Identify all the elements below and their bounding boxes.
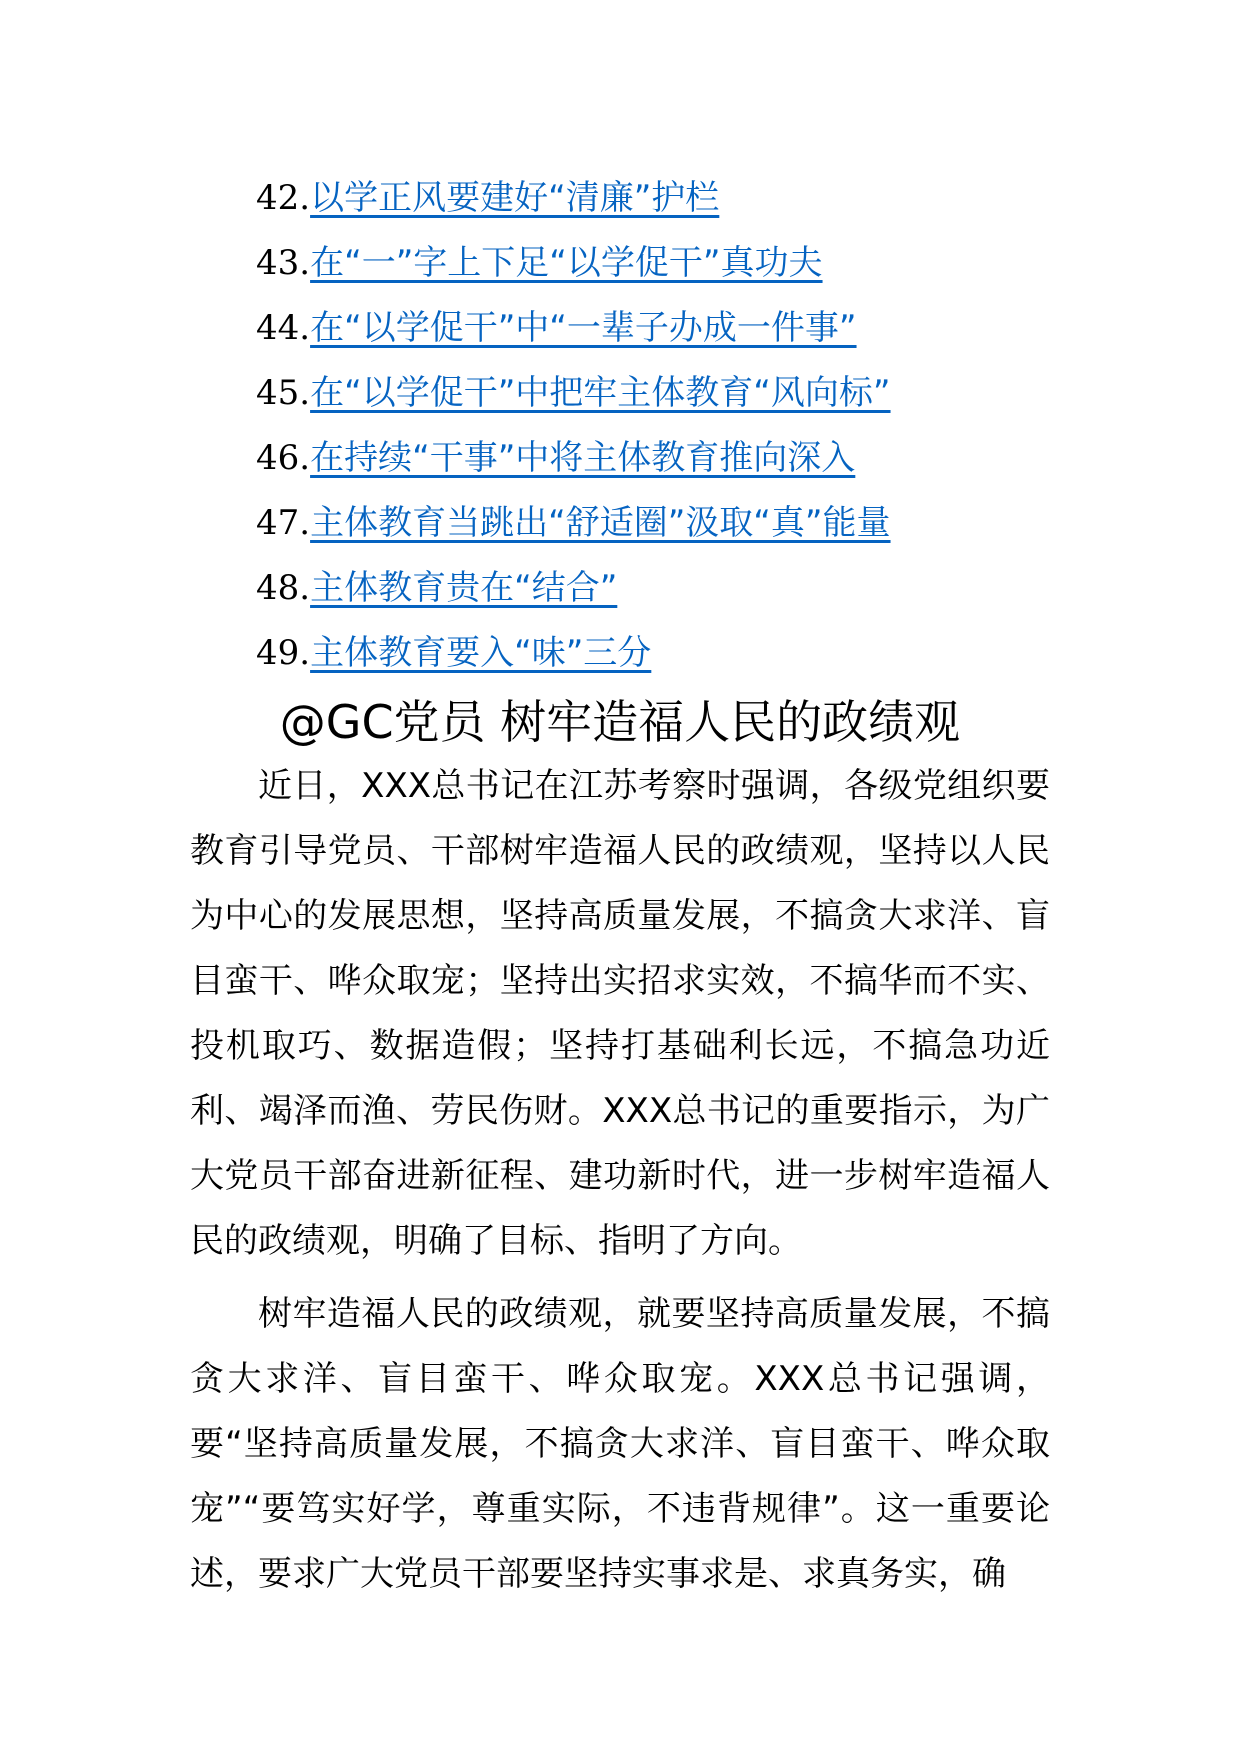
toc-link[interactable]: 在持续“干事”中将主体教育推向深入 bbox=[310, 438, 856, 478]
toc-link[interactable]: 主体教育当跳出“舒适圈”汲取“真”能量 bbox=[310, 503, 891, 543]
toc-item-44 bbox=[256, 296, 1156, 361]
article-paragraph: 近日，XXX总书记在江苏考察时强调，各级党组织要教育引导党员、干部树牢造福人民的政绩观，坚持以人民为中心的发展思想，坚持高质量发展，不搞贪大求洋、盲目蛮干、哗众取宠；坚持出实招求实效，不搞华而不实、投机取巧、数据造假；坚持打基础利长远，不搞急功近利、竭泽而渔、劳民伤财。XXX总书记的重要指示，为广大党员干部奋进新征程、建功新时代，进一步树牢造福人民的政绩观，明确了目标、指明了方向。 bbox=[190, 766, 1050, 1261]
toc-list bbox=[256, 166, 1156, 686]
toc-link[interactable]: 在“一”字上下足“以学促干”真功夫 bbox=[310, 243, 823, 283]
toc-number: 47. bbox=[256, 503, 311, 543]
toc-number: 43. bbox=[256, 243, 311, 283]
toc-item-48 bbox=[256, 556, 1156, 621]
toc-item-42 bbox=[256, 166, 1156, 231]
toc-link[interactable]: 在“以学促干”中“一辈子办成一件事” bbox=[310, 308, 857, 348]
toc-item-45 bbox=[256, 361, 1156, 426]
toc-item-46 bbox=[256, 426, 1156, 491]
article-title: @GC党员 树牢造福人民的政绩观 bbox=[279, 695, 961, 749]
toc-item-47 bbox=[256, 491, 1156, 556]
toc-number: 48. bbox=[256, 568, 311, 608]
toc-link[interactable]: 以学正风要建好“清廉”护栏 bbox=[310, 178, 720, 218]
toc-number: 42. bbox=[256, 178, 311, 218]
toc-number: 44. bbox=[256, 308, 311, 348]
toc-item-43 bbox=[256, 231, 1156, 296]
toc-item-49 bbox=[256, 621, 1156, 686]
article-paragraph: 树牢造福人民的政绩观，就要坚持高质量发展，不搞贪大求洋、盲目蛮干、哗众取宠。XXX总书记强调，要“坚持高质量发展，不搞贪大求洋、盲目蛮干、哗众取宠”“要笃实好学，尊重实际，不违背规律”。这一重要论述，要求广大党员干部要坚持实事求是、求真务实，确 bbox=[190, 1294, 1050, 1594]
toc-link[interactable]: 主体教育要入“味”三分 bbox=[310, 633, 652, 673]
toc-link[interactable]: 在“以学促干”中把牢主体教育“风向标” bbox=[310, 373, 891, 413]
toc-number: 45. bbox=[256, 373, 311, 413]
toc-number: 46. bbox=[256, 438, 311, 478]
toc-link[interactable]: 主体教育贵在“结合” bbox=[310, 568, 618, 608]
toc-number: 49. bbox=[256, 633, 311, 673]
